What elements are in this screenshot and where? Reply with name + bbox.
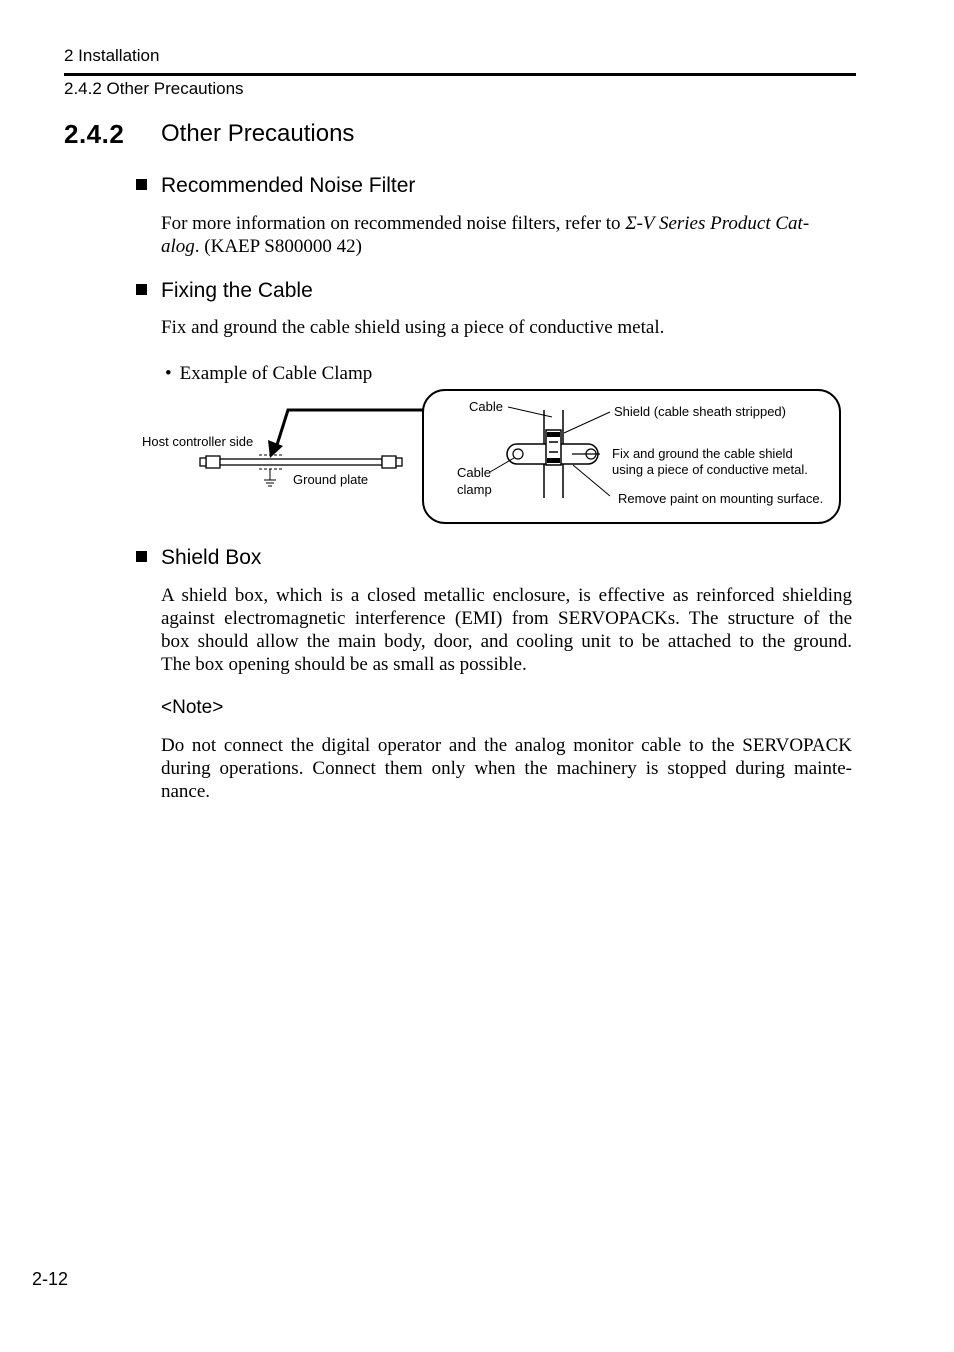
running-header-chapter: 2 Installation — [64, 46, 160, 65]
label-cable: Cable — [469, 399, 503, 414]
paragraph-line: Do not connect the digital operator and the analog monitor cable to the SERVOPACK — [161, 735, 852, 756]
paragraph-line: The box opening should be as small as possible. — [161, 654, 527, 675]
section-title: Other Precautions — [161, 120, 355, 147]
subheading-text: Shield Box — [161, 546, 262, 569]
cable-clamp-diagram — [0, 0, 954, 560]
text-run: For more information on recommended noise filters, refer to — [161, 213, 626, 234]
paragraph-line: A shield box, which is a closed metallic enclosure, is effective as reinforced shielding — [161, 585, 852, 606]
subheading-text: Recommended Noise Filter — [161, 174, 416, 197]
detail-clamp-drawing — [490, 407, 610, 498]
catalog-title-italic: alog — [161, 236, 195, 257]
square-bullet-icon — [136, 551, 147, 562]
label-ground-plate: Ground plate — [293, 472, 369, 487]
label-fix-ground-line1: Fix and ground the cable shield — [612, 446, 793, 461]
callout-leader — [276, 410, 424, 448]
label-shield: Shield (cable sheath stripped) — [614, 404, 786, 419]
label-cable-clamp-line2: clamp — [457, 482, 492, 497]
section-number: 2.4.2 — [64, 119, 125, 149]
paragraph-line: Fix and ground the cable shield using a piece of conductive metal. — [161, 317, 665, 338]
paragraph-line: during operations. Connect them only when the machinery is stopped during mainte- — [161, 758, 852, 779]
shield-box-paragraph — [161, 584, 852, 676]
subheading-text: Fixing the Cable — [161, 279, 313, 302]
note-label: <Note> — [161, 697, 224, 718]
bullet-text: Example of Cable Clamp — [179, 363, 373, 384]
running-header-section: 2.4.2 Other Precautions — [64, 79, 244, 98]
subheading-shield-box — [136, 546, 261, 570]
label-host-controller-side: Host controller side — [142, 434, 254, 449]
label-cable-clamp-line1: Cable — [457, 465, 491, 480]
text-run: . (KAEP S800000 42) — [194, 236, 362, 257]
paragraph-line: box should allow the main body, door, and cooling unit to be attached to the ground. — [161, 631, 852, 652]
note-paragraph — [161, 734, 852, 803]
page-number: 2-12 — [32, 1269, 69, 1289]
bullet-icon: • — [165, 363, 172, 384]
paragraph-line: against electromagnetic interference (EMI) from SERVOPACKs. The structure of the — [161, 608, 852, 629]
paragraph-line: nance. — [161, 781, 211, 802]
label-remove-paint: Remove paint on mounting surface. — [618, 491, 824, 506]
catalog-title-italic: Σ-V Series Product Cat- — [625, 213, 810, 234]
label-fix-ground-line2: using a piece of conductive metal. — [612, 462, 808, 477]
